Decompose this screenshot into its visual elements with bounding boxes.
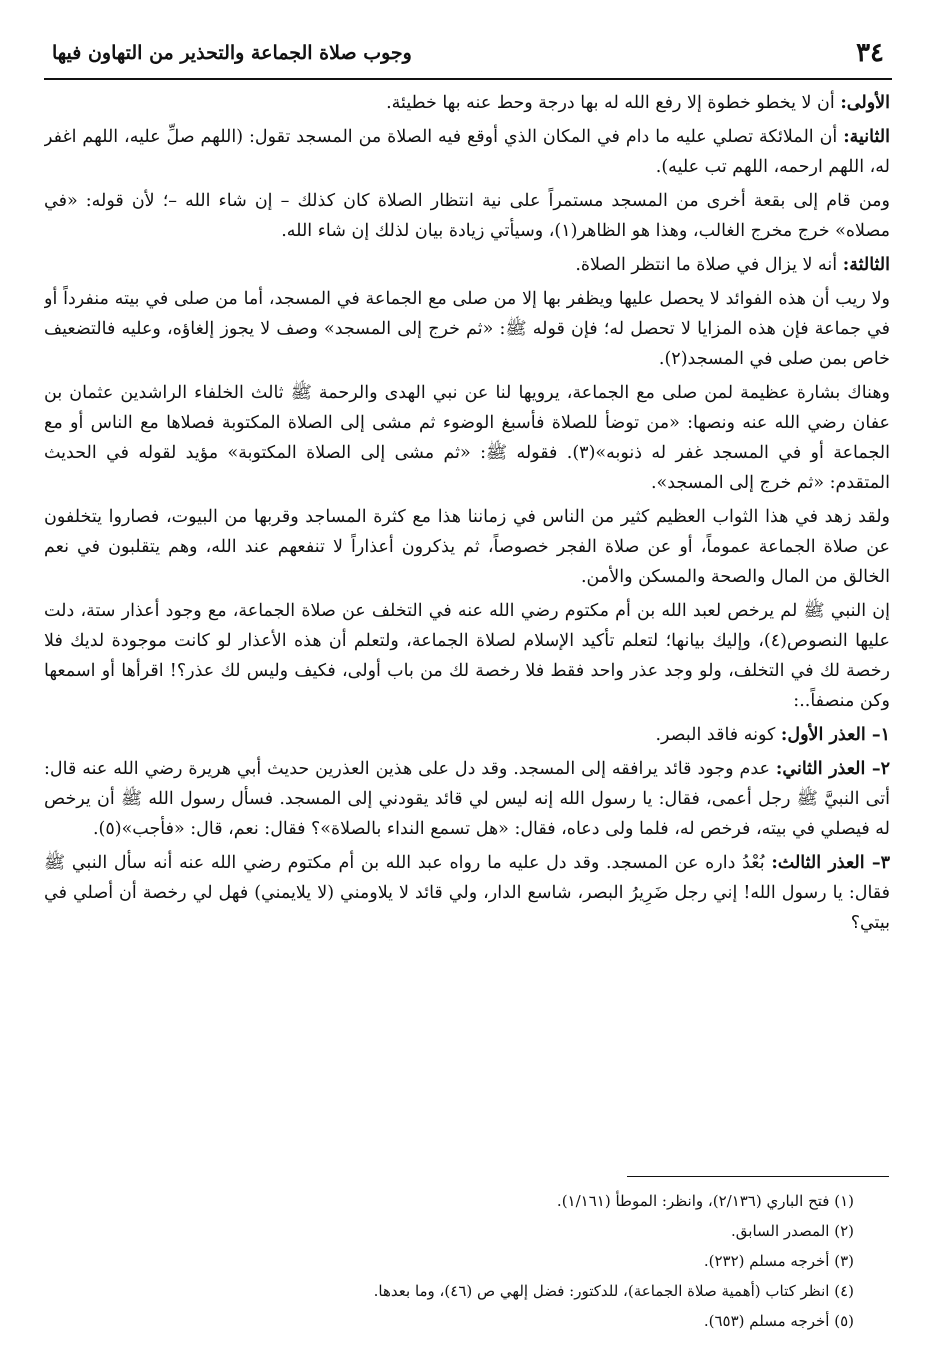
footnote-rule — [627, 1176, 889, 1177]
paragraph-lead: الثالثة: — [842, 255, 890, 275]
paragraph-text: ومن قام إلى بقعة أخرى من المسجد مستمراً على نية انتظار الصلاة كان كذلك – إن شاء الله –؛ لأن قوله: «في مصلاه» خرج مخرج الغالب، وهذا هو الظاهر(١)، وسيأتي زيادة بيان لذلك إن شاء الله. — [44, 191, 890, 241]
paragraph — [44, 378, 890, 498]
footnote-3: (٣) أخرجه مسلم (٢٣٢). — [703, 1252, 854, 1270]
page-number: ٣٤ — [856, 38, 884, 68]
footnote-4: (٤) انظر كتاب (أهمية صلاة الجماعة)، للدكتور: فضل إلهي ص (٤٦)، وما بعدها. — [373, 1282, 854, 1300]
paragraph-lead: الثانية: — [843, 127, 890, 147]
paragraph-text: ولقد زهد في هذا الثواب العظيم كثير من الناس في زماننا هذا مع كثرة المساجد وقربها من البيوت، فصاروا يتخلفون عن صلاة الجماعة عموماً، أو عن صلاة الفجر خصوصاً، ثم يذكرون أعذاراً لا تنفعهم عند الله، وهم يتقلبون في نعم الخالق من المال والصحة والمسكن والأمن. — [44, 507, 890, 587]
running-title: وجوب صلاة الجماعة والتحذير من التهاون فيها — [52, 42, 412, 64]
paragraph-text: ولا ريب أن هذه الفوائد لا يحصل عليها ويظفر بها إلا من صلى مع الجماعة في المسجد، أما من صلى في بيته منفرداً أو في جماعة فإن هذه المزايا لا تحصل له؛ فإن قوله ﷺ: «ثم خرج إلى المسجد» وصف لا يجوز إلغاؤه، وعليه فالتضعيف خاص بمن صلى في المسجد(٢). — [44, 289, 890, 369]
paragraph-lead: ٢– العذر الثاني: — [775, 759, 890, 779]
paragraph-text: وهناك بشارة عظيمة لمن صلى مع الجماعة، يرويها لنا عن نبي الهدى والرحمة ﷺ ثالث الخلفاء الراشدين عثمان بن عفان رضي الله عنه ونصها: «من توضأ للصلاة فأسبغ الوضوء ثم مشى إلى الصلاة المكتوبة فصلاها مع الناس أو مع الجماعة أو في المسجد غفر له ذنوبه»(٣). فقوله ﷺ: «ثم مشى إلى الصلاة المكتوبة» مؤيد لقوله في الحديث المتقدم: «ثم خرج إلى المسجد». — [44, 383, 890, 493]
paragraph-text: أن الملائكة تصلي عليه ما دام في المكان الذي أوقع فيه الصلاة من المسجد تقول: (اللهم صلِّ عليه، اللهم اغفر له، اللهم ارحمه، اللهم تب عليه). — [44, 127, 890, 177]
paragraph — [44, 848, 890, 938]
paragraph — [44, 122, 890, 182]
paragraph-text: أن لا يخطو خطوة إلا رفع الله له بها درجة وحط عنه بها خطيئة. — [386, 93, 841, 113]
paragraph-text: عدم وجود قائد يرافقه إلى المسجد. وقد دل على هذين العذرين حديث أبي هريرة رضي الله عنه قال: أتى النبيَّ ﷺ رجل أعمى، فقال: يا رسول الله إنه ليس لي قائد يقودني إلى المسجد. فسأل رسول الله ﷺ أن يرخص له فيصلي في بيته، فرخص له، فلما ولى دعاه، فقال: «هل تسمع النداء بالصلاة»؟ فقال: نعم، قال: «فأجب»(٥). — [44, 759, 890, 839]
paragraph-lead: الأولى: — [840, 93, 890, 113]
paragraph-text: كونه فاقد البصر. — [655, 725, 781, 745]
header-rule — [44, 78, 892, 80]
paragraph — [44, 186, 890, 246]
paragraph-text: أنه لا يزال في صلاة ما انتظر الصلاة. — [575, 255, 843, 275]
footnote-5: (٥) أخرجه مسلم (٦٥٣). — [703, 1312, 854, 1330]
footnotes — [44, 1186, 854, 1336]
paragraph — [44, 284, 890, 374]
paragraph — [44, 720, 890, 750]
footnote-1: (١) فتح الباري (٢/١٣٦)، وانظر: الموطأ (١/١٦١). — [556, 1192, 854, 1210]
paragraph — [44, 502, 890, 592]
page-header — [44, 38, 892, 74]
paragraph-text: بُعْدُ داره عن المسجد. وقد دل عليه ما رواه عبد الله بن أم مكتوم رضي الله عنه أنه سأل النبي ﷺ فقال: يا رسول الله! إني رجل ضَرِيرُ البصر، شاسع الدار، ولي قائد لا يلاومني (لا يلايمني) فهل لي رخصة أن أصلي في بيتي؟ — [44, 853, 890, 933]
paragraph — [44, 250, 890, 280]
paragraph-text: إن النبي ﷺ لم يرخص لعبد الله بن أم مكتوم رضي الله عنه في التخلف عن صلاة الجماعة، مع وجود أعذار ستة، دلت عليها النصوص(٤)، وإليك بيانها؛ لتعلم تأكيد الإسلام لصلاة الجماعة، ولتعلم أن هذه الأعذار لو كانت موجودة لديك فلا رخصة لك في التخلف، ولو وجد عذر واحد فقط فلا رخصة لك من باب أولى، فكيف وليس لك عذر؟! اقرأها أو اسمعها وكن منصفاً..: — [44, 601, 890, 711]
paragraph — [44, 596, 890, 716]
paragraph-lead: ١– العذر الأول: — [780, 725, 890, 745]
paragraph — [44, 88, 890, 118]
body-text — [44, 88, 890, 1178]
footnote-2: (٢) المصدر السابق. — [731, 1222, 854, 1240]
paragraph — [44, 754, 890, 844]
paragraph-lead: ٣– العذر الثالث: — [771, 853, 890, 873]
